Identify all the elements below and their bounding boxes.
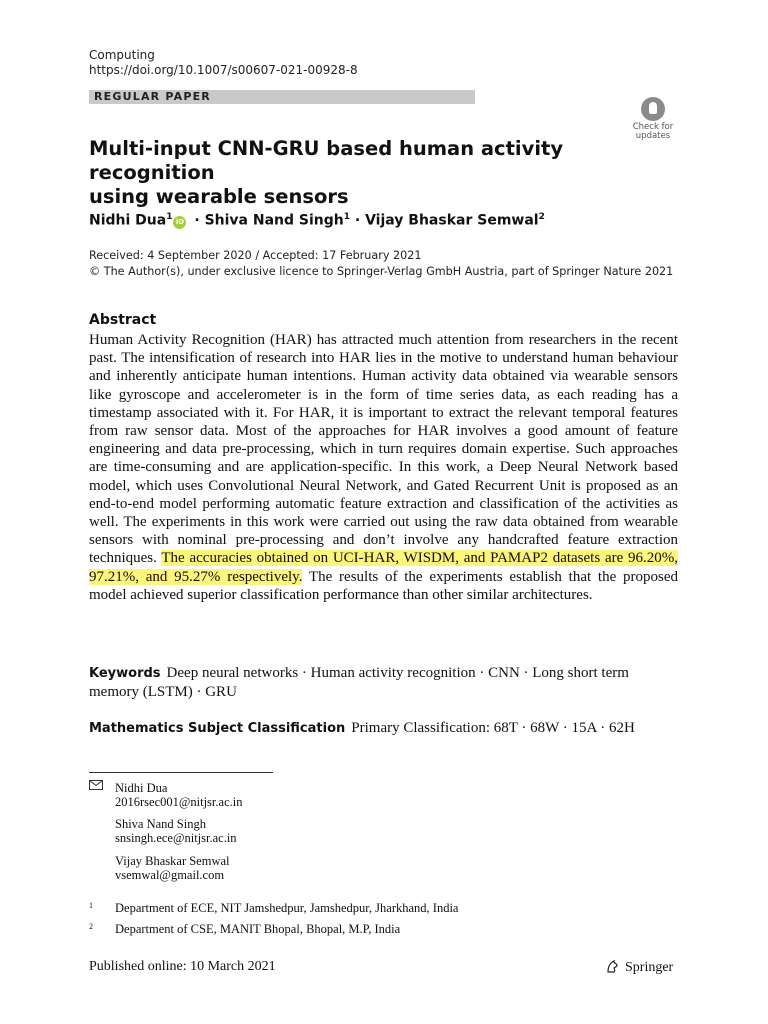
coauthor-contact bbox=[115, 817, 237, 845]
abstract-body bbox=[89, 331, 678, 604]
section-band bbox=[89, 90, 475, 104]
publication-dates bbox=[89, 248, 673, 280]
publisher-logo bbox=[605, 958, 673, 976]
contact-email[interactable]: 2016rsec001@nitjsr.ac.in bbox=[115, 795, 243, 809]
affiliation-number: 2 bbox=[89, 922, 93, 931]
affiliation-number: 1 bbox=[89, 901, 93, 910]
title-line-2: using wearable sensors bbox=[89, 185, 349, 208]
highlighted-sentence: The accuracies obtained on UCI-HAR, WISDM, and PAMAP2 datasets are 96.20%, 97.21%, and 95.27% respectively. bbox=[89, 550, 678, 585]
journal-header bbox=[89, 48, 358, 78]
springer-horse-icon bbox=[605, 958, 621, 974]
received-accepted: Received: 4 September 2020 / Accepted: 17 February 2021 bbox=[89, 249, 422, 262]
author-separator: · bbox=[189, 212, 205, 229]
abstract-text: Human Activity Recognition (HAR) has attracted much attention from researchers in the recent past. The intensification of research into HAR lies in the motive to understand human behaviour and inherently anticipate human intentions. Human activity data obtained via wearable sensors like gyroscope and accelerometer is in the form of time series data, as each reading has a timestamp associated with it. For HAR, it is important to extract the relevant temporal features from raw sensor data. Most of the approaches for HAR involves a good amount of feature engineering and data pre-processing, which in turn requires domain expertise. Such approaches are time-consuming and are application-specific. In this work, a Deep Neural Network based model, which uses Convolutional Neural Network, and Gated Recurrent Unit is proposed as an end-to-end model performing automatic feature extraction and classification of the activities as well. The experiments in this work were carried out using the raw data obtained from wearable sensors with nominal pre-processing and don’t involve any handcrafted feature extraction techniques. bbox=[89, 332, 678, 567]
contact-email[interactable]: vsemwal@gmail.com bbox=[115, 868, 225, 882]
check-for-updates-badge[interactable] bbox=[628, 97, 678, 143]
contact-email[interactable]: snsingh.ece@nitjsr.ac.in bbox=[115, 831, 237, 845]
author-name[interactable]: Nidhi Dua bbox=[89, 212, 167, 229]
msc-label: Mathematics Subject Classification bbox=[89, 721, 346, 736]
affiliation-marker: 1 bbox=[166, 212, 173, 222]
author-name[interactable]: Shiva Nand Singh bbox=[204, 212, 344, 229]
keywords bbox=[89, 664, 678, 701]
affiliation bbox=[89, 899, 458, 915]
affiliation-marker: 1 bbox=[343, 212, 350, 222]
author-name[interactable]: Vijay Bhaskar Semwal bbox=[365, 212, 539, 229]
keywords-label: Keywords bbox=[89, 666, 161, 681]
published-online: Published online: 10 March 2021 bbox=[89, 959, 276, 974]
contact-name: Nidhi Dua bbox=[115, 781, 168, 795]
paper-title bbox=[89, 137, 629, 209]
bookmark-icon bbox=[641, 97, 665, 121]
msc-text: Primary Classification: 68T · 68W · 15A · 62H bbox=[351, 720, 635, 736]
affiliation-text: Department of ECE, NIT Jamshedpur, Jamshedpur, Jharkhand, India bbox=[115, 901, 459, 915]
title-line-1: Multi-input CNN-GRU based human activity recognition bbox=[89, 137, 564, 184]
journal-name: Computing bbox=[89, 48, 155, 62]
section-label: REGULAR PAPER bbox=[94, 90, 211, 103]
keywords-text: Deep neural networks · Human activity recognition · CNN · Long short term memory (LSTM) · GRU bbox=[89, 665, 629, 701]
publisher-name: Springer bbox=[625, 960, 674, 975]
author-list bbox=[89, 207, 545, 231]
orcid-icon[interactable]: iD bbox=[173, 216, 186, 229]
affiliation-marker: 2 bbox=[538, 212, 545, 222]
abstract-text-end: The results of the experiments establish that the proposed model achieved superior classification performance than other similar architectures. bbox=[89, 568, 678, 603]
abstract-heading: Abstract bbox=[89, 312, 157, 328]
check-for-updates-label: Check for updates bbox=[632, 122, 674, 141]
coauthor-contact bbox=[115, 854, 230, 882]
corresponding-author bbox=[115, 781, 242, 809]
affiliation-text: Department of CSE, MANIT Bhopal, Bhopal, M.P, India bbox=[115, 922, 401, 936]
contact-name: Shiva Nand Singh bbox=[115, 817, 206, 831]
contact-name: Vijay Bhaskar Semwal bbox=[115, 854, 230, 868]
subject-classification bbox=[89, 719, 678, 738]
envelope-icon bbox=[89, 780, 103, 790]
affiliation bbox=[89, 920, 400, 936]
doi-link[interactable]: https://doi.org/10.1007/s00607-021-00928-8 bbox=[89, 63, 358, 77]
copyright-notice: © The Author(s), under exclusive licence to Springer-Verlag GmbH Austria, part of Springer Nature 2021 bbox=[89, 265, 674, 278]
author-separator: · bbox=[350, 212, 366, 229]
footnote-rule bbox=[89, 772, 273, 773]
